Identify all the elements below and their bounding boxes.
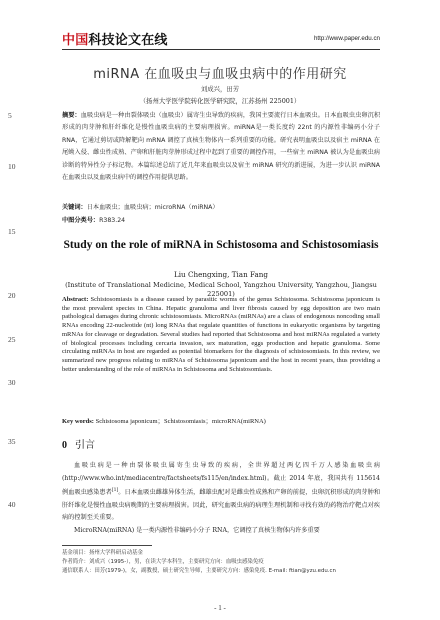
footnote-author1: 作者简介：刘成兴（1995-），男，在读大学本科生，主要研究方向：血吸虫感染免疫 xyxy=(62,559,264,565)
chinese-abstract-text: 血吸虫病是一种由裂体吸虫（血吸虫）属寄生虫导致的疾病，我国主要流行日本血吸虫。日本血吸虫虫卵沉积形成的肉芽肿和肝纤维化是慢性血吸虫病的主要病理损害。miRNA是一类长度约 22nt 的内源性非编码小分子 RNA，它通过剪切或降解靶向 mRNA 调控了真核生物体内一系列重要的功能。研究表明血吸虫以及宿主 miRNA 在尾蚴入侵、雌虫性成熟、产卵和肝脏肉芽肿形成过程中起到了重要的调控作用，一些宿主 miRNA 被认为是血吸虫病诊断的特异性分子标记物。本篇综述总结了近几年来血吸虫以及宿主 miRNA 研究的新进展，为进一步认识 miRNA 在血吸虫以及血吸虫病中的调控作用提供思路。 xyxy=(62,112,381,182)
chinese-authors: 刘成兴，田芳 xyxy=(200,85,240,93)
section-title: 引言 xyxy=(75,440,95,451)
english-keywords-label: Key words: xyxy=(62,418,94,425)
line-number: 20 xyxy=(8,291,16,300)
logo-text-red: 中国 xyxy=(62,32,89,47)
english-keywords xyxy=(62,416,380,425)
page-header xyxy=(62,27,380,50)
english-abstract-text: Schistosomiasis is a disease caused by parasitic worms of the genus Schistosoma. Schistosoma japonicum is the most prevalent species in China. Hepatic granuloma and liver fibrosis caused by egg deposition are two main pathological damages during chronic schistosomiasis. MicroRNAs (miRNAs) are a class of endogenous noncoding small RNAs encoding 22-nucleotide (nt) long RNAs that regulate quantities of functions in eukaryotic organisms by targeting mRNAs for cleavage or degradation. Several studies had reported that Schistosoma and host miRNAs regulated a variety of biological processes including cercaria invasion, sex maturation, eggs production and hepatic granuloma. Some circulating miRNAs in host are regarded as potential biomarkers for the diagnosis of schistosomiasis. In this review, we summarized new progress relating to miRNAs of Schistosoma japonicum and the host in recent years, thus providing a better understanding of the role of miRNAs in Schistosoma and Schistosomiasis. xyxy=(62,296,380,373)
paragraph-text: 。日本血吸虫雌雄异体生活，雌雄虫配对是雌虫性成熟和产卵的前提，虫卵沉积形成的肉芽肿和肝纤维化是慢性血吸虫病晚期的主要病理损害。因此，研究血吸虫病的病理生理机制和寻找有效的药物治疗靶点对疾病的控制至关重要。 xyxy=(62,489,381,522)
english-affiliation: (Institute of Translational Medicine, Medical School, Yangzhou University, Yangzhou, Jiangsu 225001) xyxy=(65,281,377,298)
footnote-author2: 通信联系人：田芳(1979-)，女，副教授，硕士研究生导师，主要研究方向：感染免疫. E-mail: ftian@yzu.edu.cn xyxy=(62,568,336,574)
site-logo[interactable] xyxy=(62,29,168,48)
classification-label: 中图分类号： xyxy=(62,217,100,224)
line-number: 5 xyxy=(8,111,12,120)
chinese-keywords-text: 日本血吸虫；血吸虫病；microRNA（miRNA） xyxy=(86,204,219,211)
chinese-classification xyxy=(62,215,380,224)
english-keywords-text: Schistosoma japonicum；Schistosomiasis；microRNA(miRNA) xyxy=(95,418,266,425)
footnote-divider xyxy=(62,545,152,546)
english-abstract xyxy=(62,296,380,374)
page-number: - 1 - xyxy=(214,604,226,612)
english-authors: Liu Chengxing, Tian Fang xyxy=(173,270,269,279)
section-number: 0 xyxy=(62,440,67,451)
line-number: 10 xyxy=(8,162,16,171)
english-title: Study on the role of miRNA in Schistosoma and Schistosomiasis xyxy=(63,238,379,251)
chinese-keywords-label: 关键词： xyxy=(62,204,87,211)
paragraph-introduction xyxy=(62,460,380,525)
website-url[interactable]: http://www.paper.edu.cn xyxy=(313,35,380,42)
citation-ref[interactable]: [1] xyxy=(111,488,119,494)
line-number: 25 xyxy=(8,335,16,344)
section-heading xyxy=(62,436,95,451)
chinese-affiliation: （扬州大学医学院转化医学研究院，江苏扬州 225001） xyxy=(139,97,301,105)
logo-text-black: 科技论文在线 xyxy=(88,32,168,47)
chinese-abstract-label: 摘要： xyxy=(62,112,81,119)
line-number: 15 xyxy=(8,227,16,236)
body-paragraph xyxy=(62,460,380,538)
english-abstract-label: Abstract: xyxy=(62,296,89,303)
chinese-keywords xyxy=(62,202,380,211)
line-number: 30 xyxy=(8,378,16,387)
line-number: 40 xyxy=(8,500,16,509)
footnote-fund: 基金项目：扬州大学科研启动基金 xyxy=(62,550,143,556)
chinese-title: miRNA 在血吸虫与血吸虫病中的作用研究 xyxy=(93,67,347,82)
paragraph-mirna: MicroRNA(miRNA) 是一类内源性非编码小分子 RNA，它调控了真核生物体内许多重要 xyxy=(74,527,320,535)
line-number: 35 xyxy=(8,437,16,446)
chinese-abstract xyxy=(62,110,380,184)
classification-code: R383.24 xyxy=(99,217,126,224)
paragraph-text: 血吸虫病是一种由裂体吸虫属寄生虫导致的疾病，全世界超过两亿四千万人感染血吸虫病(http://www.who.int/mediacentre/factsheets/fs115/en/index.html)。截止 2014 年底，我国共有 115614 例血吸虫感染患者 xyxy=(62,462,380,497)
